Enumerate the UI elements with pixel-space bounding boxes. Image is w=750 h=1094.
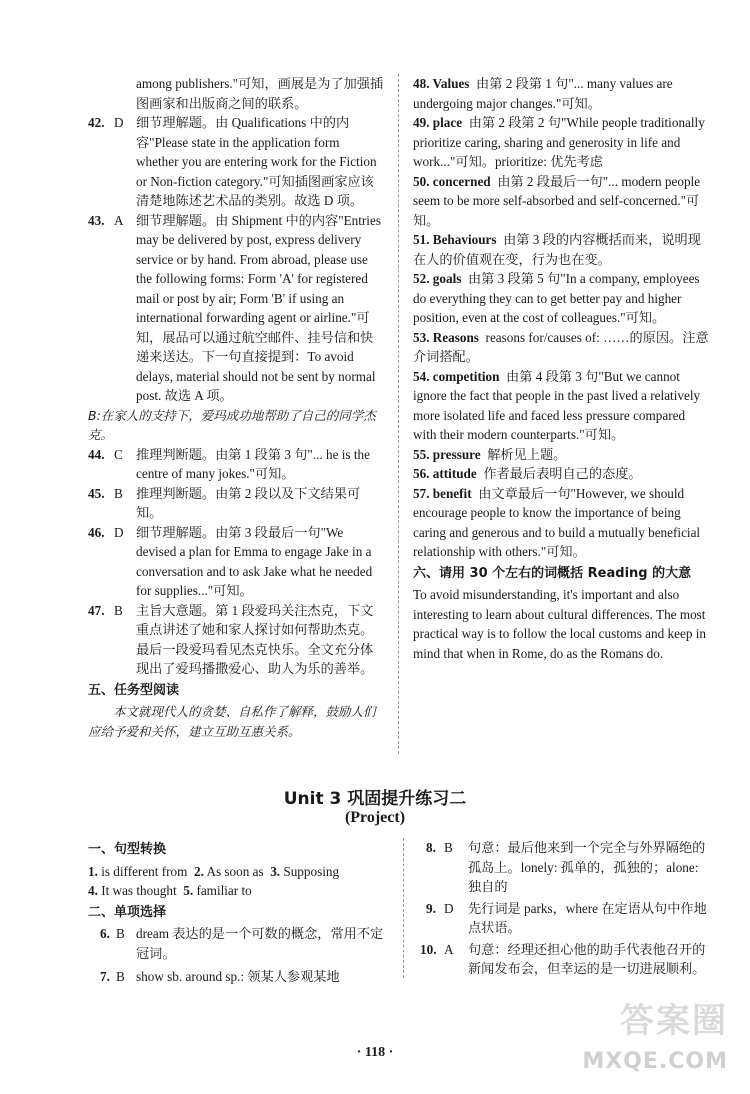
item-number: 5. (183, 883, 194, 898)
item-number: 46. (88, 524, 105, 540)
item-answer: B (114, 485, 123, 501)
item-answer: As soon as (206, 863, 264, 879)
item-answer: B (116, 969, 125, 984)
unit-title: Unit 3 巩固提升练习二 (283, 789, 467, 809)
item-number: 9. (426, 900, 436, 916)
item-number-answer: 51. Behaviours (413, 232, 497, 247)
answer-item-57 (413, 484, 709, 562)
item-explanation: dream 表达的是一个可数的概念，常用不定冠词。 (136, 926, 384, 961)
item-answer: A (444, 941, 454, 957)
item-explanation: 句意：最后他来到一个完全与外界隔绝的孤岛上。lonely: 孤单的，孤独的；alone: 独自的 (468, 840, 706, 894)
item-explanation: 细节理解题。由 Shipment 中的内容"Entries may be delivered by post, express delivery service or by hand. From abroad, please use the following forms: Form 'A' for registered mail or post by air; Form 'B' if using an international forwarding agent or airline."可知，展品可以通过航空邮件、挂号信和快递来送达。下一句直接提到：To avoid delays, material should not be sent by normal post. 故选 A 项。 (136, 212, 381, 403)
reading-summary: To avoid misunderstanding, it's important and also interesting to learn about cultural differences. The most practical way is to follow the local customs and keep in mind that when in Rome, do as the Romans do. (413, 587, 706, 661)
item-number-answer: 48. Values (413, 76, 470, 91)
answer-item-48 (413, 74, 709, 113)
right-column-bottom (420, 838, 712, 979)
item-explanation: show sb. around sp.: 领某人参观某地 (136, 969, 340, 984)
answer-item-10 (420, 940, 712, 979)
item-number: 3. (270, 863, 281, 879)
section-5-note: 本文就现代人的贪婪、自私作了解释，鼓励人们应给予爱和关怀，建立互助互惠关系。 (88, 704, 376, 739)
item-answer: Supposing (283, 863, 340, 879)
answer-item-8 (420, 838, 712, 897)
answer-item-51 (413, 230, 709, 269)
item-number: 10. (420, 941, 437, 957)
section-heading-2: 二、单项选择 (88, 904, 167, 920)
left-column-top (88, 74, 384, 741)
right-column-top (413, 74, 709, 663)
item-number-answer: 49. place (413, 115, 463, 130)
item-answer: familiar to (196, 883, 252, 898)
answer-item-44 (88, 445, 384, 484)
unit-subtitle: (Project) (344, 809, 406, 826)
answer-row (88, 862, 388, 882)
answer-item-7 (88, 967, 388, 987)
left-column-bottom (88, 838, 388, 987)
answer-item-52 (413, 269, 709, 328)
section-heading-6: 六、请用 30 个左右的词概括 Reading 的大意 (413, 565, 692, 581)
column-divider (403, 838, 404, 978)
item-answer: B (116, 926, 125, 941)
answer-item-50 (413, 172, 709, 231)
item-number: 1. (88, 863, 98, 879)
item-answer: A (114, 212, 124, 228)
item-number-answer: 54. competition (413, 368, 500, 384)
item-answer: C (114, 446, 123, 462)
item-answer: B (444, 840, 453, 855)
item-answer: is different from (101, 863, 188, 879)
item-number: 45. (88, 485, 105, 501)
item-number: 42. (88, 115, 105, 130)
item-number-answer: 57. benefit (413, 485, 472, 501)
item-number-answer: 56. attitude (413, 466, 477, 481)
item-answer: D (114, 115, 124, 130)
item-explanation: 细节理解题。由 Qualifications 中的内容"Please state in the application form whether you are entering work for the Fiction or Non-fiction category."可知插图画家应该清楚地陈述艺术品的类别。故选 D 项。 (136, 115, 377, 208)
item-explanation: 由第 3 段的内容概括而来，说明现在人的价值观在变，行为也在变。 (413, 232, 701, 267)
item-explanation: reasons for/causes of: ……的原因。注意介词搭配。 (413, 329, 709, 364)
item-explanation: 由第 2 段最后一句"... modern people seem to be more self-absorbed and self-concerned."可知。 (413, 173, 701, 228)
item-number-answer: 53. Reasons (413, 329, 479, 345)
answer-item-43 (88, 211, 384, 406)
section-heading-5: 五、任务型阅读 (88, 682, 180, 698)
item-number: 4. (88, 883, 98, 898)
item-answer: B (114, 602, 123, 618)
item-explanation: 作者最后表明自己的态度。 (483, 466, 642, 481)
column-divider (398, 74, 399, 754)
answer-row (88, 881, 388, 901)
item-explanation: 细节理解题。由第 3 段最后一句"We devised a plan for Emma to engage Jake in a conversation and to ask Jake what he needed for supplies..."可知。 (136, 524, 373, 598)
answer-item-47 (88, 601, 384, 679)
watermark-url: MXQE.COM (582, 1049, 728, 1074)
answer-item-54 (413, 367, 709, 445)
answer-item-49 (413, 113, 709, 172)
item-explanation: 由第 2 段第 2 句"While people traditionally prioritize caring, sharing and generosity in life and work..."可知。prioritize: 优先考虑 (413, 115, 705, 169)
item-number: 43. (88, 212, 105, 228)
item-explanation: 由文章最后一句"However, we should encourage people to know the importance of being caring and generous and to build a mutually beneficial relationship with others."可知。 (413, 485, 701, 559)
section-heading-1: 一、句型转换 (88, 842, 167, 857)
answer-item-46 (88, 523, 384, 601)
passage-b-note: B:在家人的支持下，爱玛成功地帮助了自己的同学杰克。 (88, 407, 376, 442)
item-number-answer: 55. pressure (413, 446, 481, 462)
answer-item-55 (413, 445, 709, 465)
item-number: 2. (193, 863, 204, 879)
site-watermark (582, 1001, 732, 1082)
item-number: 6. (100, 926, 110, 941)
item-number: 8. (426, 840, 436, 855)
item-answer: D (114, 524, 124, 540)
continued-text: among publishers."可知，画展是为了加强插图画家和出版商之间的联系。 (136, 76, 384, 111)
item-number: 44. (88, 446, 105, 462)
item-number-answer: 50. concerned (413, 173, 491, 189)
answer-item-45 (88, 484, 384, 523)
item-number-answer: 52. goals (413, 271, 462, 286)
answer-item-42 (88, 113, 384, 211)
item-explanation: 推理判断题。由第 1 段第 3 句"... he is the centre of many jokes."可知。 (136, 446, 370, 481)
page-number: · 118 · (356, 1045, 394, 1060)
item-explanation: 由第 2 段第 1 句"... many values are undergoing major changes."可知。 (413, 76, 673, 111)
answer-item-53 (413, 328, 709, 367)
answer-item-9 (420, 899, 712, 938)
item-number: 47. (88, 602, 105, 618)
answer-item-6 (88, 924, 388, 963)
item-explanation: 先行词是 parks，where 在定语从句中作地点状语。 (468, 900, 707, 935)
item-number: 7. (100, 969, 110, 984)
item-answer: It was thought (101, 883, 177, 898)
watermark-text: 答案圈 (620, 1001, 728, 1041)
item-explanation: 推理判断题。由第 2 段以及下文结果可知。 (136, 485, 361, 520)
item-explanation: 由第 4 段第 3 句"But we cannot ignore the fact that people in the past lived a relatively more isolated life and faced less pressure compared with their modern counterparts."可知。 (413, 368, 701, 442)
answer-item-56 (413, 464, 709, 484)
item-answer: D (444, 900, 454, 916)
item-explanation: 句意：经理还担心他的助手代表他召开的新闻发布会，但幸运的是一切进展顺利。 (468, 941, 706, 976)
item-explanation: 由第 3 段第 5 句"In a company, employees do everything they can to get better pay and higher position, even at the cost of colleagues."可知。 (413, 271, 700, 325)
item-explanation: 主旨大意题。第 1 段爱玛关注杰克，下文重点讲述了她和家人探讨如何帮助杰克。最后一段爱玛看见杰克快乐。全文充分体现出了爱玛播撒爱心、助人为乐的善举。 (136, 602, 374, 676)
item-explanation: 解析见上题。 (487, 446, 567, 462)
